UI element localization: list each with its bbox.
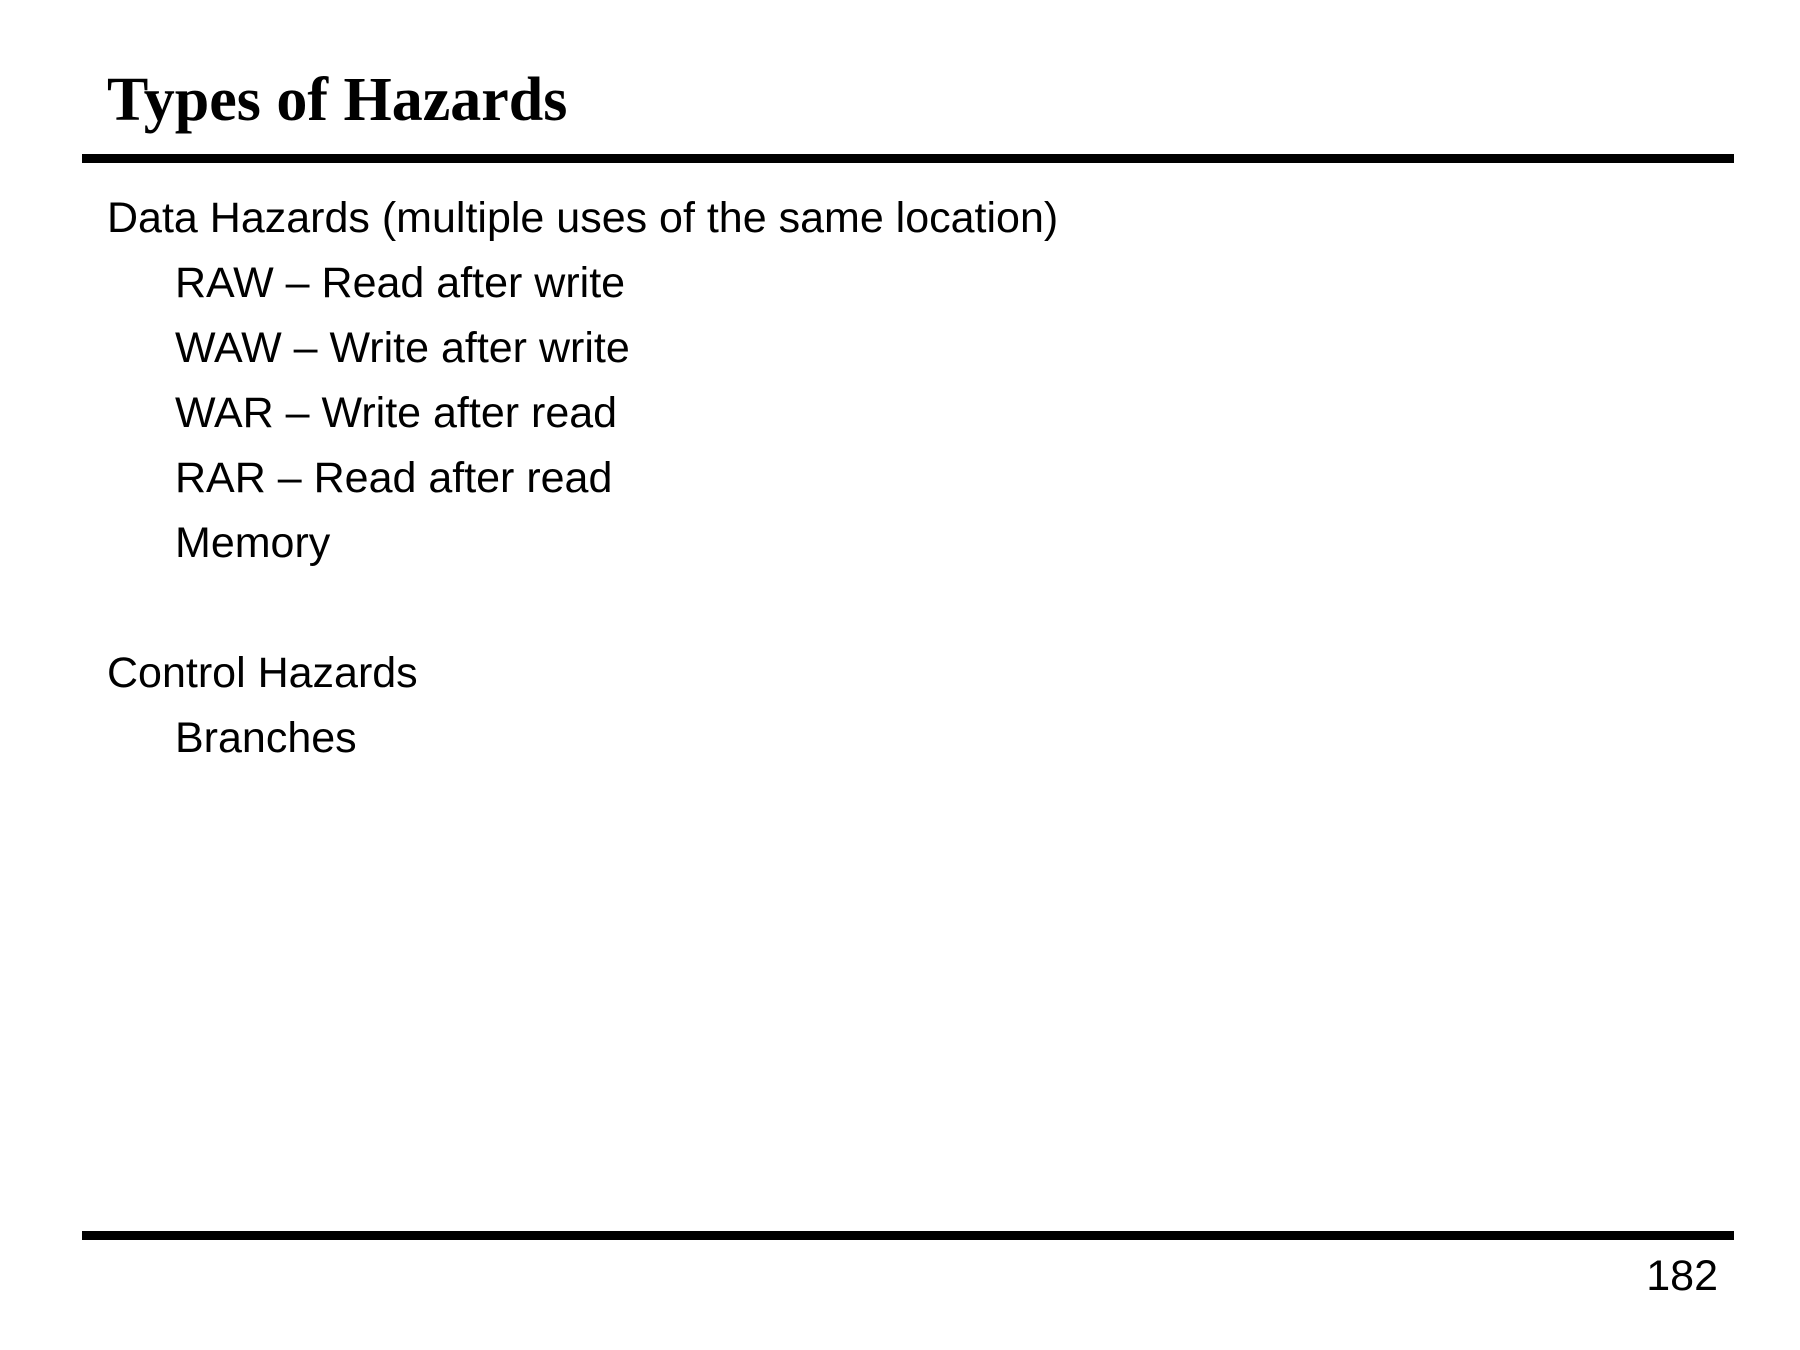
list-item-memory: Memory <box>175 519 331 567</box>
slide-body <box>107 186 1058 771</box>
bottom-divider <box>82 1231 1734 1240</box>
list-item-waw: WAW – Write after write <box>175 324 630 372</box>
slide-title: Types of Hazards <box>107 66 568 134</box>
section-heading-control-hazards: Control Hazards <box>107 649 418 697</box>
top-divider <box>82 154 1734 163</box>
list-item-war: WAR – Write after read <box>175 389 618 437</box>
list-item-raw: RAW – Read after write <box>175 259 626 307</box>
page-number: 182 <box>1646 1252 1718 1300</box>
section-spacer <box>107 576 1058 641</box>
section-heading-data-hazards: Data Hazards (multiple uses of the same location) <box>107 194 1059 242</box>
list-item-rar: RAR – Read after read <box>175 454 613 502</box>
list-item-branches: Branches <box>175 714 357 762</box>
